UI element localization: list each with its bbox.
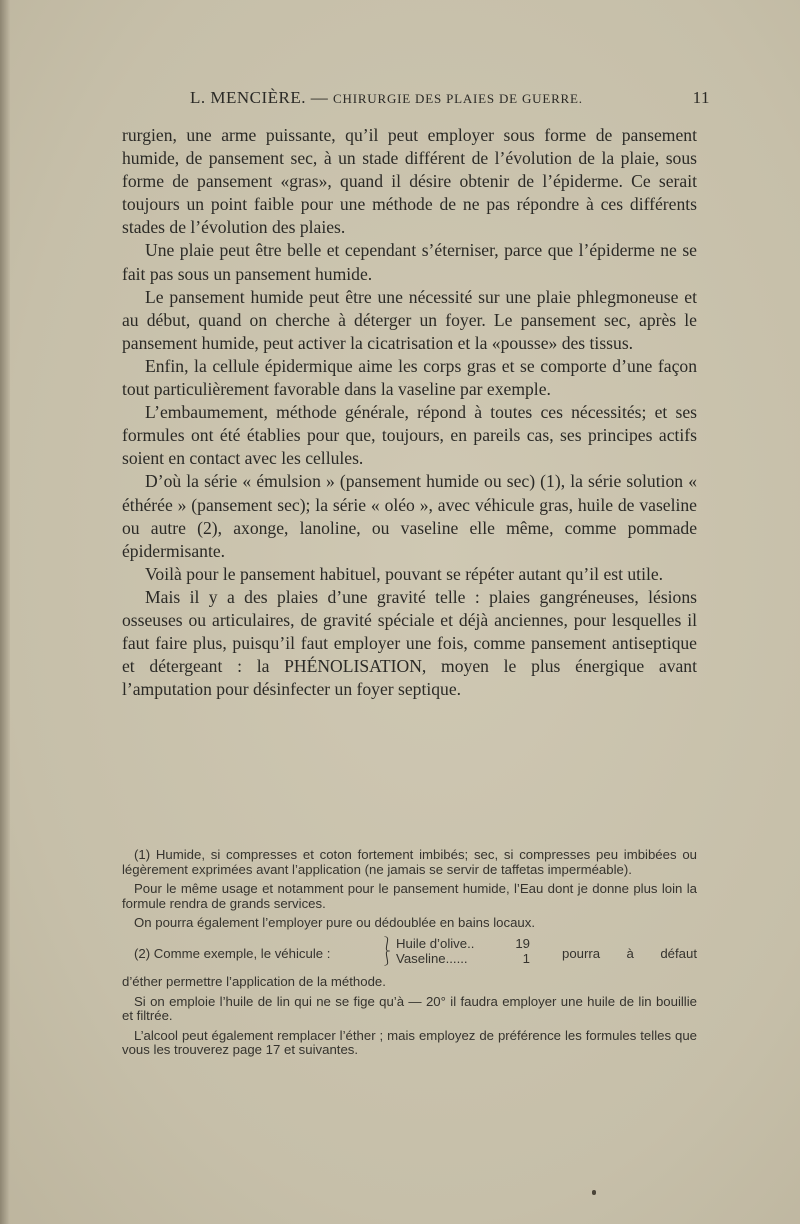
page-number: 11 [692,88,710,107]
running-header [190,88,710,112]
ingredient-vaseline: Vaseline...... [396,950,468,966]
ink-speck [592,1190,596,1195]
formula-ingredients [396,937,474,966]
paragraph-4: Enfin, la cellule épidermique aime les corps gras et se comporte d’une façon tout particulièrement favorable dans la vaseline par exemple. [122,355,697,400]
paragraph-6: D’où la série « émulsion » (pansement humide ou sec) (1), la série solution « éthérée » (pansement sec); la série « oléo », avec véhicule gras, huile de vaseline ou autre (2), axonge, lanoline, ou vaseline elle même, comme pommade épidermisante. [122,471,697,561]
body-text [122,124,697,701]
footnote-1: (1) Humide, si compresses et coton fortement imbibés; sec, si compresses peu imbibées ou légèrement exprimées avant l’application (ne jamais se servir de taffetas imperméable). [122,847,697,877]
formula-quantities [510,937,530,966]
quantity-vaseline: 1 [522,950,530,966]
footnotes [122,848,697,1063]
footnote-2-tail: pourra à défaut [562,945,697,961]
paragraph-8: Mais il y a des plaies d’une gravité telle : plaies gangréneuses, lésions osseuses ou articulaires, de gravité spéciale et déjà anciennes, pour lesquelles il faut faire plus, puisqu’il faut employer une fois, comme pansement antiseptique et détergeant : la PHÉNOLISATION, moyen le plus énergique avant l’amputation pour désinfecter un foyer septique. [122,586,697,700]
footnote-2-formula [122,937,697,971]
footnote-1-continued: Pour le même usage et notamment pour le pansement humide, l’Eau dont je donne plus loin la formule rendra de grands services. [122,881,697,911]
footnote-2-continued: d’éther permettre l’application de la méthode. [122,973,386,989]
header-title: CHIRURGIE DES PLAIES DE GUERRE. [333,91,583,106]
paragraph-2: Une plaie peut être belle et cependant s’éterniser, parce que l’épiderme ne se fait pas sous un pansement humide. [122,240,697,284]
footnote-2-alcohol: L’alcool peut également remplacer l’éther ; mais employez de préférence les formules telles que vous les trouverez page 17 et suivantes. [122,1027,697,1058]
paragraph-3: Le pansement humide peut être une nécessité sur une plaie phlegmoneuse et au début, quand on cherche à déterger un foyer. Le pansement sec, après le pansement humide, peut activer la cicatrisation et la «pousse» des tissus. [122,286,697,353]
paragraph-1: rurgien, une arme puissante, qu’il peut employer sous forme de pansement humide, de pansement sec, à un stade différent de l’évolution de la plaie, sous forme de pansement «gras», quand il désire obtenir de l’épiderme. Ce serait toujours un point faible pour une méthode de ne pas répondre à ces différents stades de l’évolution des plaies. [122,125,697,238]
formula-brace: ⎱ ⎰ [380,935,394,966]
page-spine-shadow [0,0,10,1224]
paragraph-5: L’embaumement, méthode générale, répond à toutes ces nécessités; et ses formules ont été établies pour que, toujours, en pareils cas, ses principes actifs soient en contact avec les cellules. [122,402,697,469]
running-title [190,88,583,108]
quantity-olive-oil: 19 [515,935,530,951]
footnote-1-baths: On pourra également l’employer pure ou dédoublée en bains locaux. [134,915,536,931]
header-author: L. MENCIÈRE. — [190,88,329,107]
footnote-2-lead: (2) Comme exemple, le véhicule : [134,945,331,961]
ingredient-olive-oil: Huile d’olive.. [396,935,475,951]
footnote-2-linseed: Si on emploie l’huile de lin qui ne se fige qu’à — 20° il faudra employer une huile de lin bouillie et filtrée. [122,993,697,1024]
paragraph-7: Voilà pour le pansement habituel, pouvant se répéter autant qu’il est utile. [145,563,664,584]
